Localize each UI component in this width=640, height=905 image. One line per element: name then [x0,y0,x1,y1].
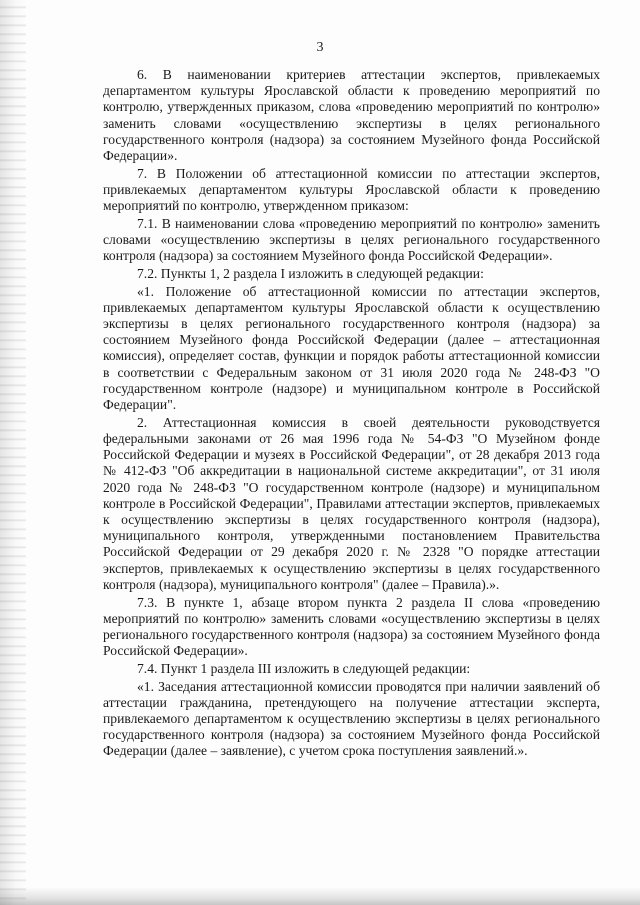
paragraph-7: 7. В Положении об аттестационной комиссии по аттестации экспертов, привлекаемых департаментом культуры Ярославской области к проведению мероприятий по контролю, утвержденном приказом: [103,165,600,214]
scan-bottom-edge [0,887,640,905]
paragraph-6: 6. В наименовании критериев аттестации экспертов, привлекаемых департаментом культуры Ярославской области к проведению мероприятий по контролю, утвержденных приказом, слова «проведению мероприятий по контролю» заменить словами «осуществлению экспертизы в целях регионального государственного контроля (надзора) за состоянием Музейного фонда Российской Федерации». [103,67,600,164]
paragraph-quote-3: «1. Заседания аттестационной комиссии проводятся при наличии заявлений об аттестации гражданина, претендующего на получение аттестации эксперта, привлекаемого департаментом к осуществлению экспертизы в целях регионального государственного контроля (надзора) за состоянием Музейного фонда Российской Федерации (далее – заявление), с учетом срока поступления заявлений.». [103,678,600,759]
scan-edge-noise [0,0,26,905]
paragraph-7-1: 7.1. В наименовании слова «проведению мероприятий по контролю» заменить словами «осуществлению экспертизы в целях регионального государственного контроля (надзора) за состоянием Музейного фонда Российской Федерации». [103,215,600,264]
paragraph-7-3: 7.3. В пункте 1, абзаце втором пункта 2 раздела II слова «проведению мероприятий по контролю» заменить словами «осуществлению экспертизы в целях регионального государственного контроля (надзора) за состоянием Музейного фонда Российской Федерации». [103,594,600,659]
paragraph-quote-2: 2. Аттестационная комиссия в своей деятельности руководствуется федеральными законами от 26 мая 1996 года № 54-ФЗ "О Музейном фонде Российской Федерации и музеях в Российской Федерации", от 28 декабря 2013 года № 412-ФЗ "Об аккредитации в национальной системе аккредитации", от 31 июля 2020 года № 248-ФЗ "О государственном контроле (надзоре) и муниципальном контроле в Российской Федерации", Правилами аттестации экспертов, привлекаемых к осуществлению экспертизы в целях государственного контроля (надзора), муниципального контроля, утвержденными постановлением Правительства Российской Федерации от 29 декабря 2020 г. № 2328 "О порядке аттестации экспертов, привлекаемых к осуществлению экспертизы в целях государственного контроля (надзора), муниципального контроля" (далее – Правила).». [103,414,600,592]
page-number: 3 [316,40,324,55]
paragraph-quote-1: «1. Положение об аттестационной комиссии по аттестации экспертов, привлекаемых департаментом культуры Ярославской области к осуществлению экспертизы в целях регионального государственного контроля (надзора) за состоянием Музейного фонда Российской Федерации (далее – аттестационная комиссия), определяет состав, функции и порядок работы аттестационной комиссии в соответствии с Федеральным законом от 31 июля 2020 года № 248-ФЗ "О государственном контроле (надзоре) и муниципальном контроле в Российской Федерации". [103,283,600,413]
paragraph-7-2: 7.2. Пункты 1, 2 раздела I изложить в следующей редакции: [137,265,484,281]
document-body [103,67,600,761]
paragraph-7-4: 7.4. Пункт 1 раздела III изложить в следующей редакции: [137,660,471,676]
